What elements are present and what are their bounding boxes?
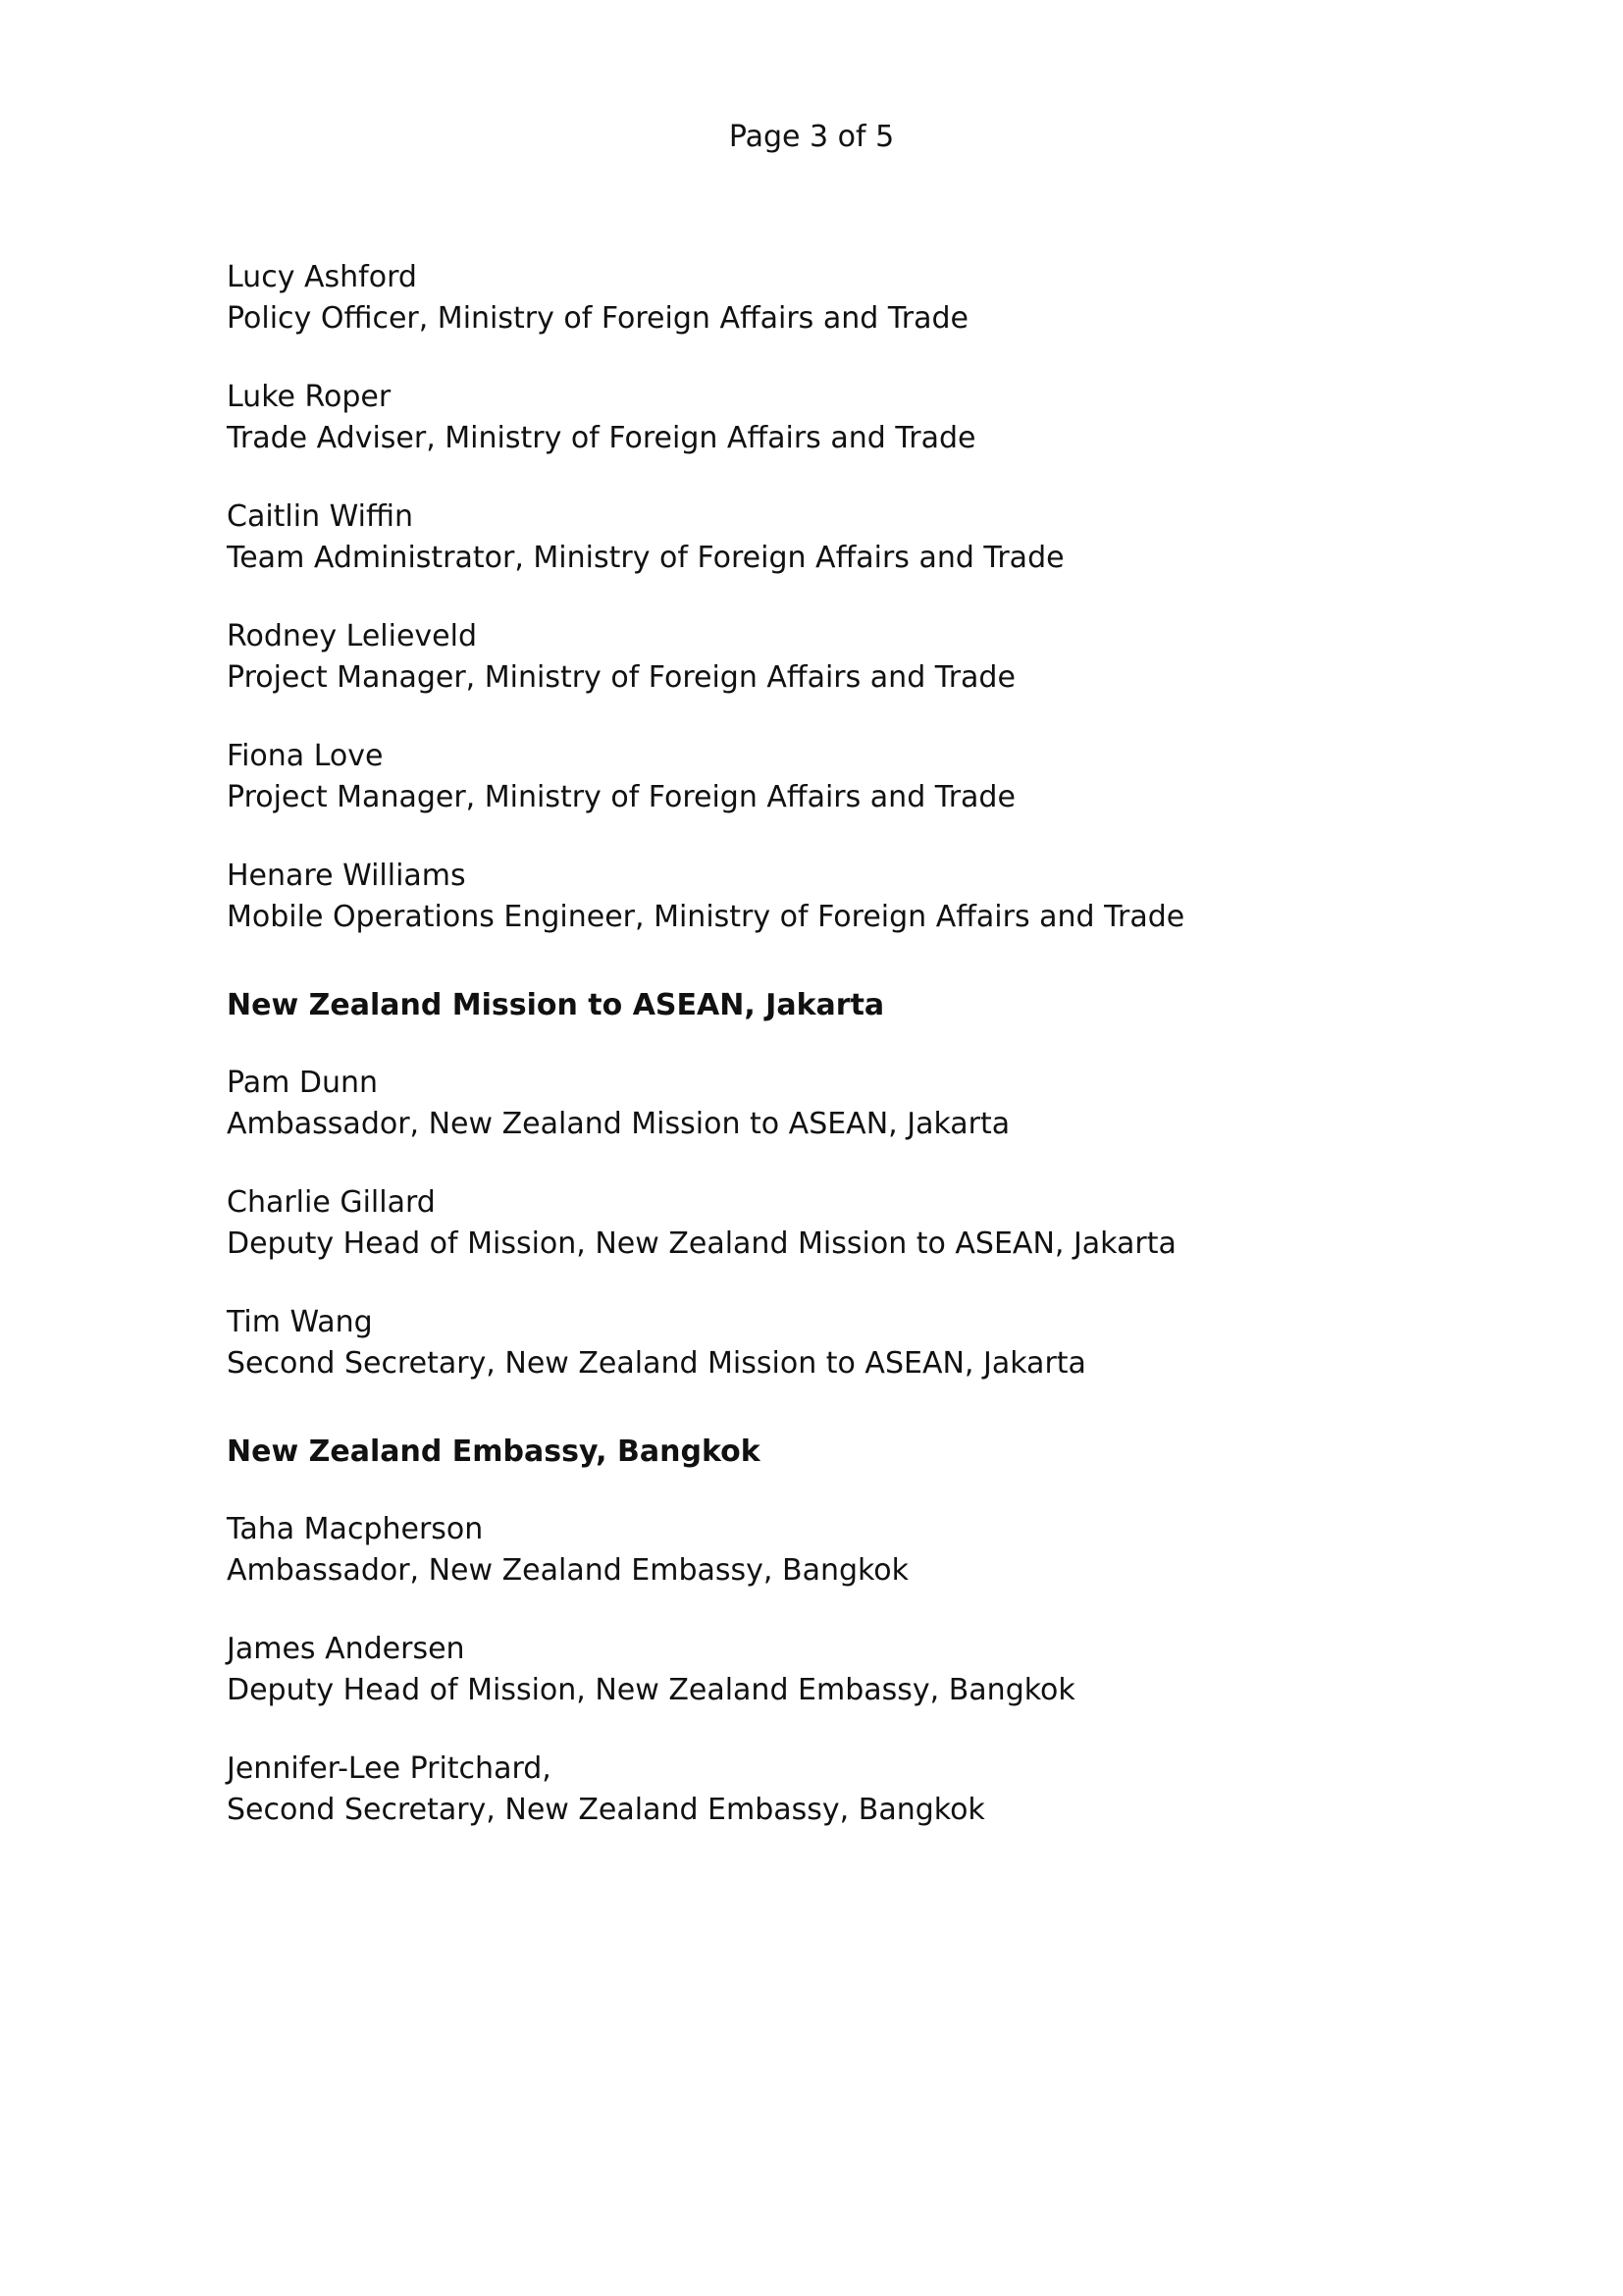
list-item — [227, 856, 1502, 938]
attendee-role: Mobile Operations Engineer, Ministry of Foreign Affairs and Trade — [227, 900, 1185, 934]
list-item — [227, 1063, 1502, 1145]
attendee-name: Jennifer-Lee Pritchard, — [227, 1751, 551, 1786]
list-item — [227, 1182, 1502, 1265]
attendee-name: Tim Wang — [227, 1305, 373, 1339]
attendee-role: Second Secretary, New Zealand Embassy, Bangkok — [227, 1793, 985, 1827]
attendee-role: Deputy Head of Mission, New Zealand Embassy, Bangkok — [227, 1673, 1075, 1707]
section-heading-bangkok: New Zealand Embassy, Bangkok — [227, 1435, 760, 1469]
list-item — [227, 616, 1502, 699]
list-item — [227, 1302, 1502, 1384]
attendee-name: James Andersen — [227, 1632, 465, 1666]
attendee-name: Lucy Ashford — [227, 260, 417, 294]
list-item — [227, 377, 1502, 459]
attendee-role: Team Administrator, Ministry of Foreign Affairs and Trade — [227, 541, 1065, 575]
attendee-list — [227, 257, 1502, 1868]
attendee-role: Project Manager, Ministry of Foreign Affairs and Trade — [227, 660, 1016, 695]
list-item — [227, 496, 1502, 579]
attendee-name: Caitlin Wiffin — [227, 499, 414, 534]
attendee-role: Deputy Head of Mission, New Zealand Mission to ASEAN, Jakarta — [227, 1226, 1177, 1261]
attendee-name: Pam Dunn — [227, 1066, 379, 1100]
list-item — [227, 1748, 1502, 1831]
list-item — [227, 736, 1502, 818]
list-item — [227, 1509, 1502, 1592]
attendee-role: Ambassador, New Zealand Embassy, Bangkok — [227, 1553, 910, 1588]
attendee-role: Ambassador, New Zealand Mission to ASEAN, Jakarta — [227, 1107, 1011, 1141]
attendee-name: Luke Roper — [227, 380, 392, 414]
page-number: Page 3 of 5 — [728, 120, 895, 154]
list-item — [227, 1629, 1502, 1711]
section-heading-asean: New Zealand Mission to ASEAN, Jakarta — [227, 988, 885, 1022]
attendee-name: Fiona Love — [227, 739, 384, 773]
attendee-role: Second Secretary, New Zealand Mission to ASEAN, Jakarta — [227, 1346, 1086, 1381]
attendee-role: Policy Officer, Ministry of Foreign Affairs and Trade — [227, 301, 969, 336]
attendee-name: Henare Williams — [227, 859, 466, 893]
attendee-name: Taha Macpherson — [227, 1512, 484, 1546]
attendee-role: Trade Adviser, Ministry of Foreign Affairs and Trade — [227, 421, 976, 455]
attendee-name: Charlie Gillard — [227, 1185, 436, 1220]
list-item — [227, 257, 1502, 339]
attendee-role: Project Manager, Ministry of Foreign Affairs and Trade — [227, 780, 1016, 814]
attendee-name: Rodney Lelieveld — [227, 619, 478, 653]
